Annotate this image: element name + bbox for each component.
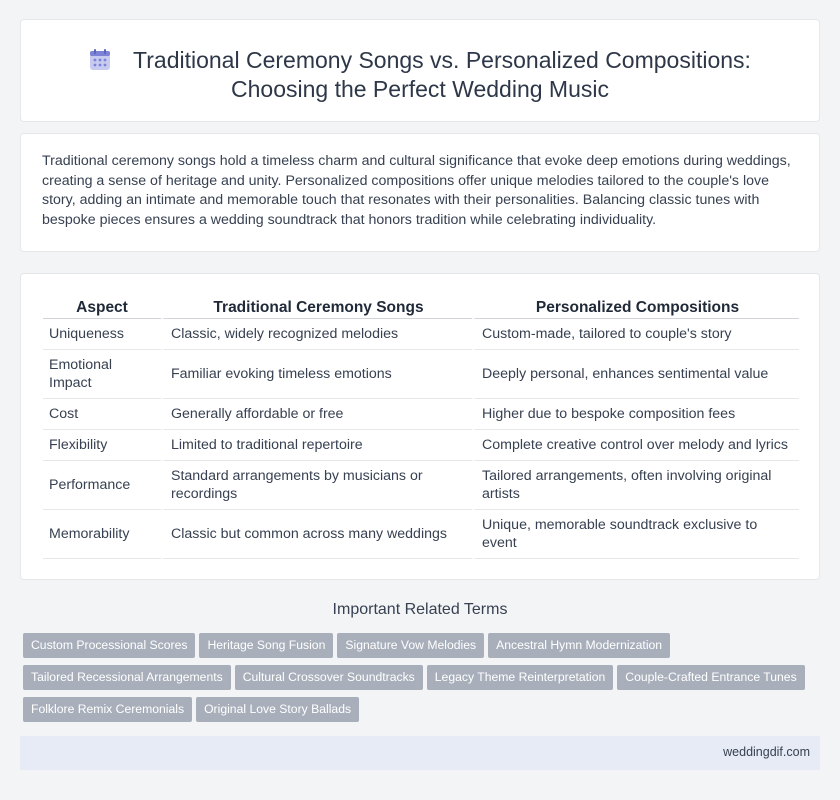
cell-aspect: Uniqueness (43, 319, 161, 350)
cell-traditional: Familiar evoking timeless emotions (161, 350, 472, 399)
cell-personalized: Complete creative control over melody and lyrics (472, 430, 799, 461)
cell-aspect: Emotional Impact (43, 350, 161, 399)
related-term-tag[interactable]: Tailored Recessional Arrangements (23, 665, 231, 690)
footer-site-link[interactable]: weddingdif.com (723, 745, 810, 759)
cell-personalized: Higher due to bespoke composition fees (472, 399, 799, 430)
table-row (43, 399, 799, 430)
cell-traditional: Classic, widely recognized melodies (161, 319, 472, 350)
table-row (43, 510, 799, 559)
related-term-tag[interactable]: Cultural Crossover Soundtracks (235, 665, 423, 690)
table-row (43, 319, 799, 350)
related-term-tag[interactable]: Signature Vow Melodies (337, 633, 484, 658)
cell-traditional: Limited to traditional repertoire (161, 430, 472, 461)
title-line-2: Choosing the Perfect Wedding Music (231, 76, 609, 102)
cell-traditional: Classic but common across many weddings (161, 510, 472, 559)
cell-personalized: Unique, memorable soundtrack exclusive to event (472, 510, 799, 559)
cell-personalized: Tailored arrangements, often involving original artists (472, 461, 799, 510)
cell-aspect: Flexibility (43, 430, 161, 461)
header-traditional: Traditional Ceremony Songs (161, 296, 472, 319)
related-term-tag[interactable]: Custom Processional Scores (23, 633, 195, 658)
header-personalized: Personalized Compositions (472, 296, 799, 319)
table-row (43, 350, 799, 399)
table-row (43, 461, 799, 510)
comparison-card (20, 273, 820, 580)
cell-personalized: Deeply personal, enhances sentimental value (472, 350, 799, 399)
related-terms-list (23, 633, 803, 729)
cell-aspect: Cost (43, 399, 161, 430)
cell-traditional: Generally affordable or free (161, 399, 472, 430)
related-term-tag[interactable]: Couple-Crafted Entrance Tunes (617, 665, 804, 690)
related-term-tag[interactable]: Folklore Remix Ceremonials (23, 697, 192, 722)
footer (20, 736, 820, 770)
intro-paragraph: Traditional ceremony songs hold a timeless charm and cultural significance that evoke deep emotions during weddings, creating a sense of heritage and unity. Personalized compositions offer unique melodies tailored to the couple's love story, adding an intimate and memorable touch that resonates with their personalities. Balancing classic tunes with bespoke pieces ensures a wedding soundtrack that honors tradition while celebrating individuality. (42, 153, 791, 228)
header-card (20, 19, 820, 122)
table-header-row (43, 296, 799, 319)
intro-card (20, 133, 820, 252)
page-title (21, 46, 819, 104)
cell-traditional: Standard arrangements by musicians or recordings (161, 461, 472, 510)
cell-personalized: Custom-made, tailored to couple's story (472, 319, 799, 350)
related-terms-heading: Important Related Terms (332, 601, 508, 618)
cell-aspect: Memorability (43, 510, 161, 559)
title-line-1: Traditional Ceremony Songs vs. Personalized Compositions: (133, 47, 751, 73)
calendar-icon (89, 49, 111, 71)
table-row (43, 430, 799, 461)
related-term-tag[interactable]: Heritage Song Fusion (199, 633, 333, 658)
related-term-tag[interactable]: Legacy Theme Reinterpretation (427, 665, 614, 690)
comparison-table (43, 296, 799, 559)
related-term-tag[interactable]: Original Love Story Ballads (196, 697, 359, 722)
header-aspect: Aspect (43, 296, 161, 319)
related-term-tag[interactable]: Ancestral Hymn Modernization (488, 633, 670, 658)
cell-aspect: Performance (43, 461, 161, 510)
